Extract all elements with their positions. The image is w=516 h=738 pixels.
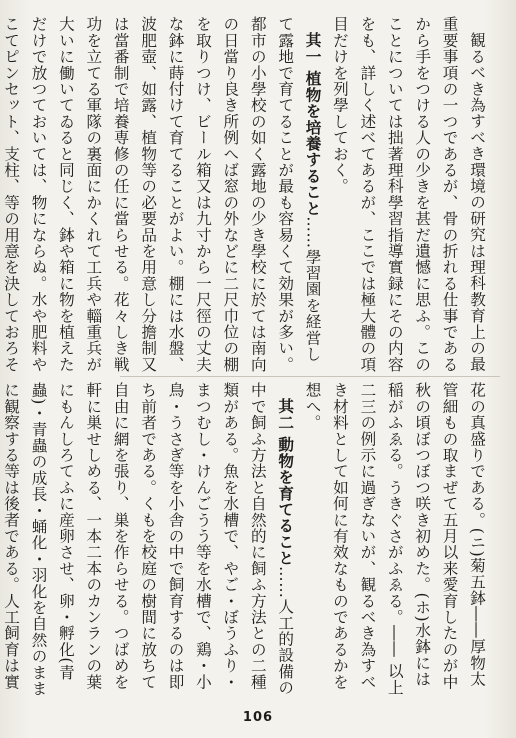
upper-text-block [0, 16, 490, 373]
section-1-body: ……學習園を経営して露地で育てることが最も容易くて効果が多い。都市の小學校の如く露地の少き學校に於ては南向の日當り良き所例へば窓の外などに二尺巾位の棚を取りつけ、ビール箱又は九寸から一尺徑の丈夫な鉢に蒔付けて育てることがよい。棚には水盤、波肥壺、如露、植物等の必要品を用意し分擔制又は當番制で培養専修の任に當らせる。花々しき戦功を立てる軍隊の裏面にかくれて工兵や輜重兵が大いに働いてゐると同じく、鉢や箱に物を植えただけで放つておいては、物にならぬ。水や肥料やこてピンセット、支柱、等の用意を決しておろそ [2, 16, 322, 373]
section-1-paragraph [0, 16, 326, 373]
continuation-paragraph: 花の真盛りである。(ニ)菊五鉢――厚物太管細もの取まぜて五月以来愛育したのが中秋の頃ぼつぼつ咲き初めた。(ホ)水鉢には稲がふゑる。うきぐさがふゑる。―― 以上二三の例示に過ぎないが、観るべき為すべき材料として如何に有效なものであるかを想へ。 [303, 382, 486, 696]
intro-paragraph: 観るべき為すべき環境の研究は理科教育上の最重要事項の一つであるが、骨の折れる仕事であるから手をつける人の少きを甚だ遺憾に思ふ。このことについては拙著理科學習指導實録にその内容をも、詳しく述べてあるが、ここでは極大體の項目だけを列學しておく。 [330, 16, 486, 373]
section-2-heading: 其二 動物を育てること [276, 397, 295, 566]
section-divider [120, 376, 500, 377]
page-number: 106 [242, 710, 274, 725]
section-2-body: ……人工的設備の中で飼ふ方法と自然的に飼ふ方法との二種類がある。魚を水槽で、やご・ぼうふり・まつむし・けんごうう等を水槽で、鶏・小鳥・うさぎ等を小舎の中で飼育するのは即ち前者である。くもを校庭の樹間に放ちて自由に網を張り、巣を作らせる。つばめを軒に巣せしめる、一本二本のカンランの葉にもんしろてふに産卵させ、卵・孵化(青蟲)・青蟲の成長・蛹化・羽化を自然のままに観察する等は後者である。人工飼育は實 [2, 382, 295, 697]
section-2-paragraph [0, 382, 298, 702]
section-1-heading: 其一 植物を培養すること [303, 31, 322, 216]
lower-text-block [0, 382, 490, 702]
